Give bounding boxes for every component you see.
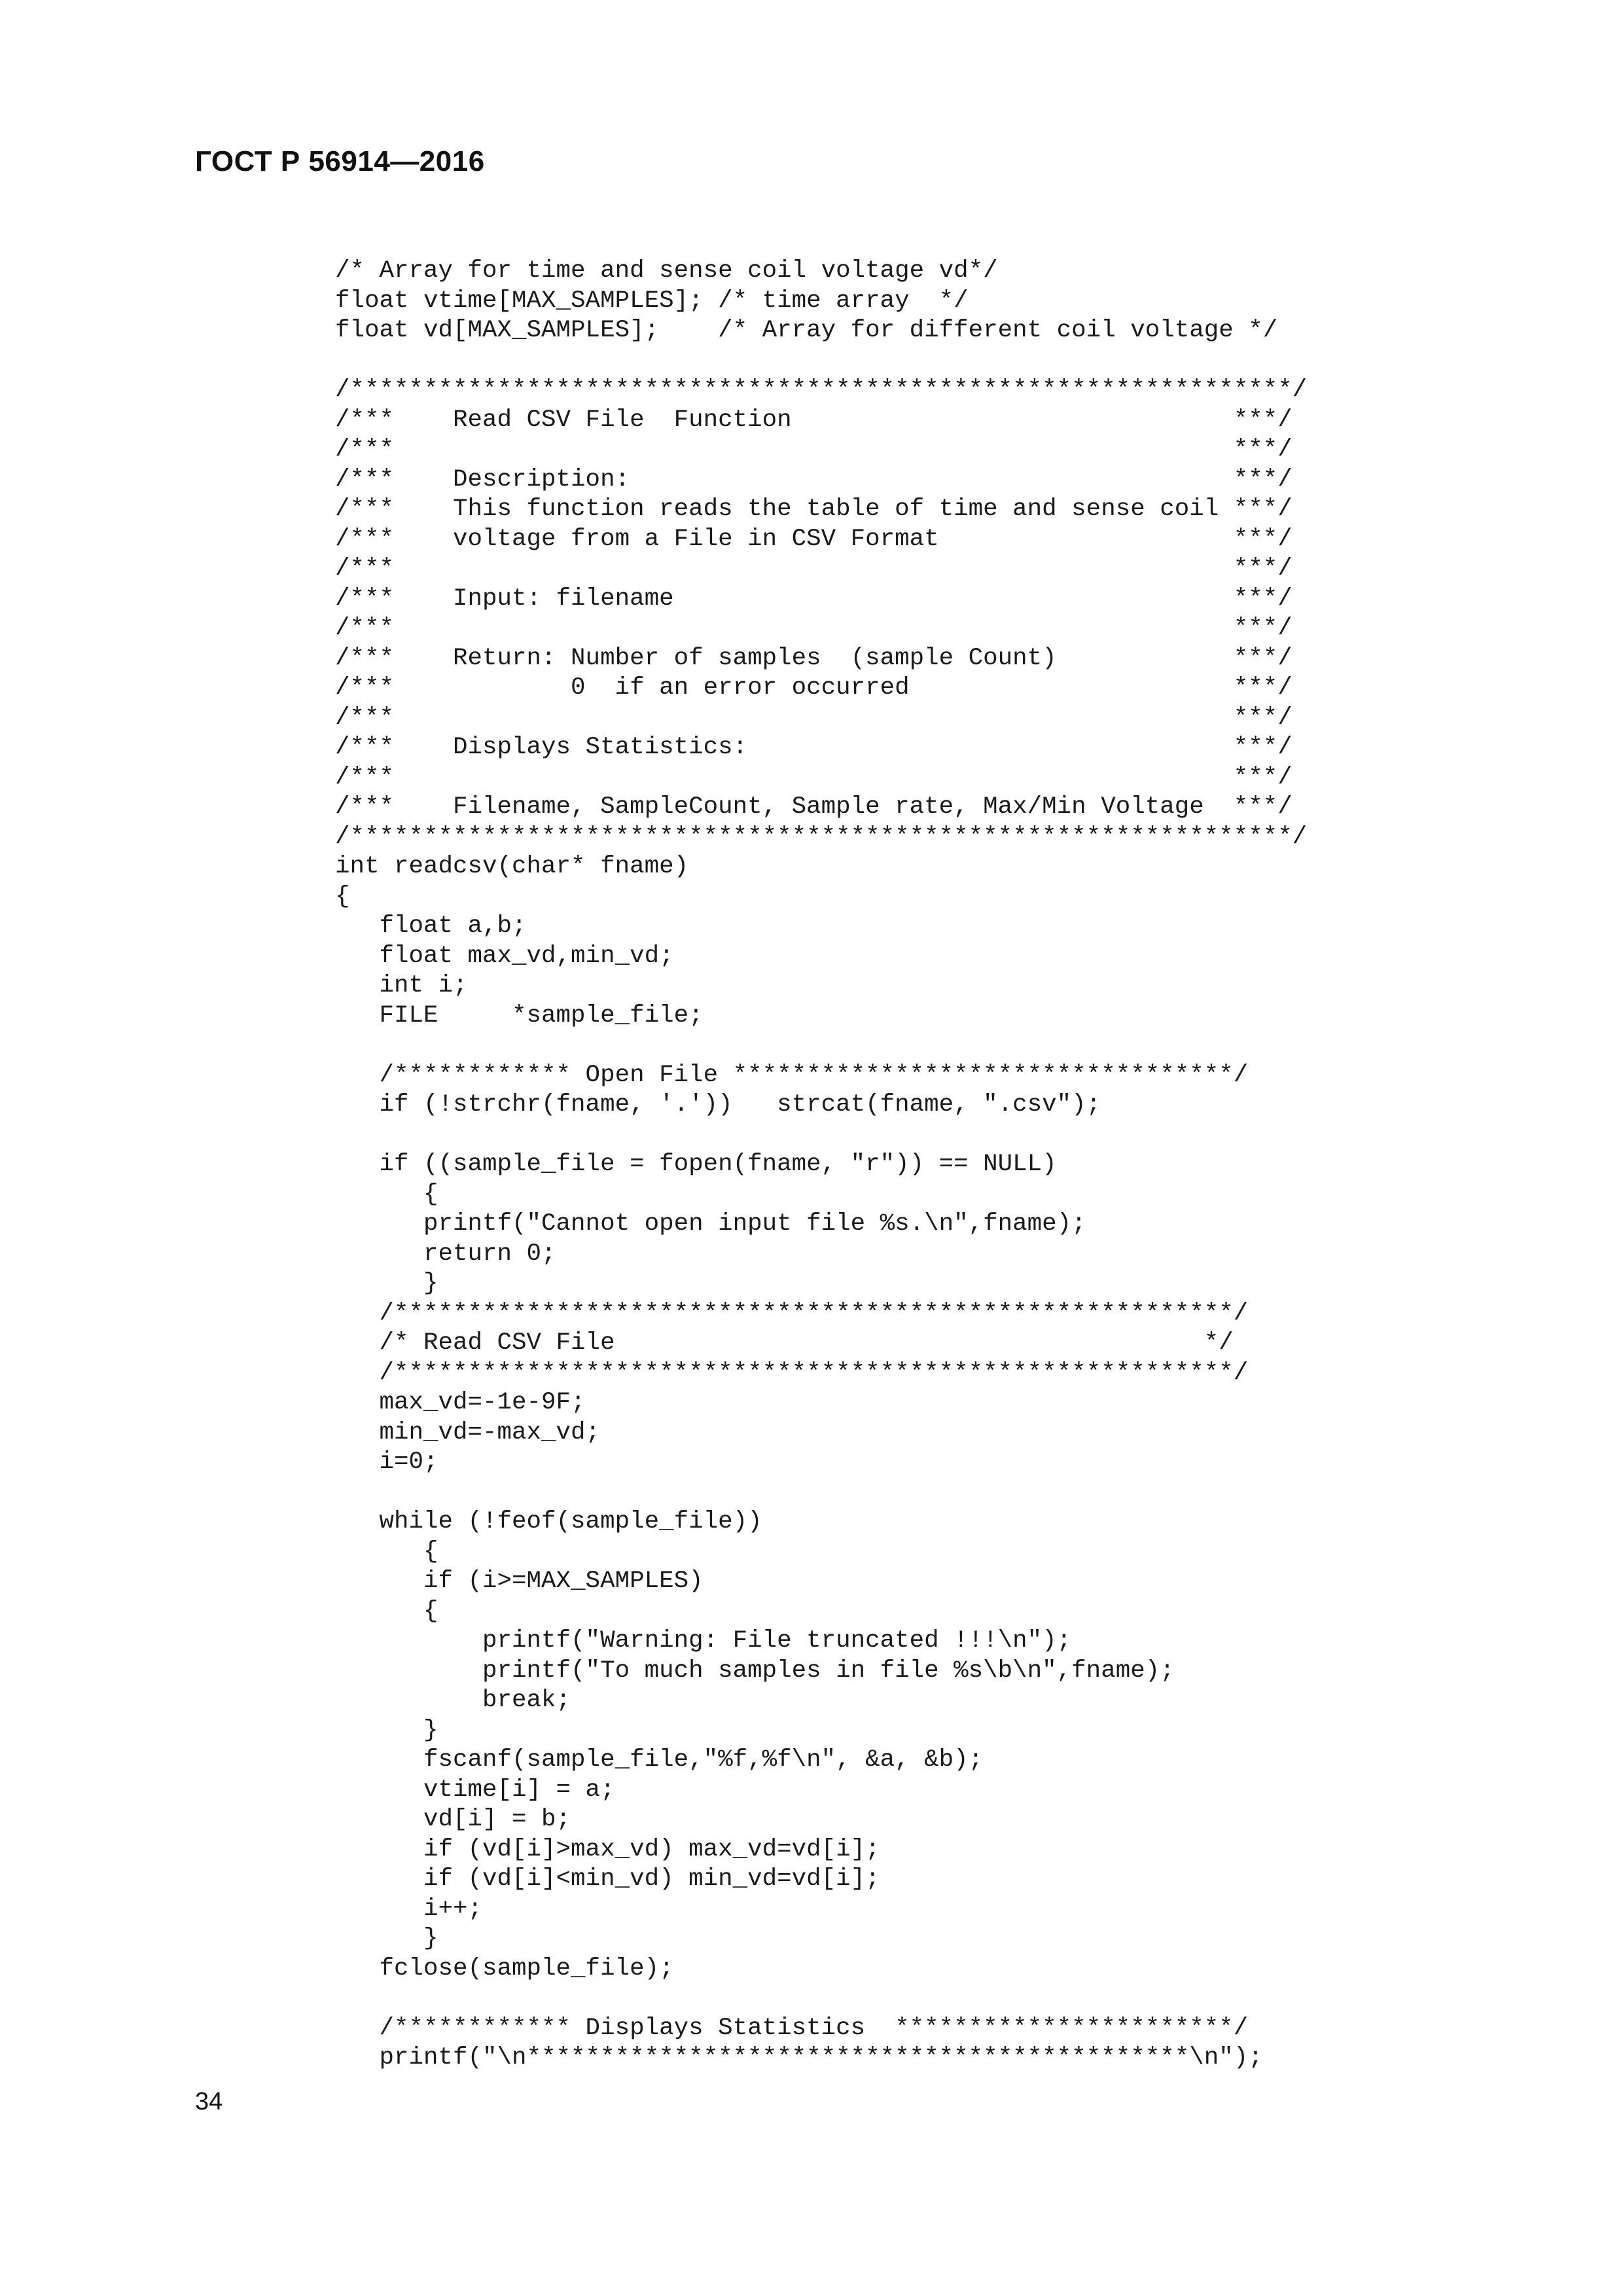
code-line: /*** ***/ <box>335 555 1293 583</box>
code-line: if (!strchr(fname, '.')) strcat(fname, ".csv"); <box>335 1091 1101 1119</box>
code-line: if (vd[i]>max_vd) max_vd=vd[i]; <box>335 1835 880 1863</box>
code-line: /* Read CSV File */ <box>335 1329 1234 1357</box>
code-line: FILE *sample_file; <box>335 1001 704 1030</box>
page-number: 34 <box>195 2088 223 2115</box>
code-line: break; <box>335 1687 571 1714</box>
code-line: if (vd[i]<min_vd) min_vd=vd[i]; <box>335 1865 880 1893</box>
code-line <box>335 1478 1307 1508</box>
code-line: printf("To much samples in file %s\b\n",fname); <box>335 1657 1175 1685</box>
code-line: /*** ***/ <box>335 704 1293 732</box>
code-line: i=0; <box>335 1448 438 1476</box>
code-line: if (i>=MAX_SAMPLES) <box>335 1568 704 1595</box>
code-line: min_vd=-max_vd; <box>335 1418 601 1446</box>
code-line: } <box>335 1270 438 1297</box>
code-line: fclose(sample_file); <box>335 1954 674 1982</box>
code-line: /****************************************************************/ <box>335 376 1308 404</box>
code-line: if ((sample_file = fopen(fname, "r")) == NULL) <box>335 1151 1057 1178</box>
code-line: { <box>335 1597 438 1625</box>
code-line: return 0; <box>335 1240 556 1268</box>
code-line: { <box>335 882 350 910</box>
code-line: } <box>335 1716 438 1744</box>
code-line: /*********************************************************/ <box>335 1359 1249 1387</box>
code-line: float vd[MAX_SAMPLES]; /* Array for different coil voltage */ <box>335 317 1278 344</box>
code-line: int readcsv(char* fname) <box>335 853 689 880</box>
code-line: /*** voltage from a File in CSV Format ***/ <box>335 525 1293 553</box>
code-line <box>335 1031 1307 1061</box>
code-line: float a,b; <box>335 912 527 940</box>
code-line: max_vd=-1e-9F; <box>335 1389 586 1416</box>
code-line: float max_vd,min_vd; <box>335 942 674 970</box>
code-line <box>335 346 1307 376</box>
code-line: i++; <box>335 1895 483 1923</box>
code-line: /*** Input: filename ***/ <box>335 584 1293 613</box>
code-line <box>335 1984 1307 2014</box>
code-line: { <box>335 1537 438 1566</box>
code-line: vd[i] = b; <box>335 1806 571 1833</box>
code-line: /* Array for time and sense coil voltage vd*/ <box>335 257 998 285</box>
code-line: /****************************************************************/ <box>335 823 1308 851</box>
code-line: printf("Cannot open input file %s.\n",fname); <box>335 1210 1086 1238</box>
code-line: } <box>335 1925 438 1952</box>
code-line: /*** Read CSV File Function ***/ <box>335 406 1293 434</box>
code-line: float vtime[MAX_SAMPLES]; /* time array */ <box>335 287 969 315</box>
code-line <box>335 1121 1307 1151</box>
code-line: printf("Warning: File truncated !!!\n"); <box>335 1627 1072 1655</box>
code-line: /************ Displays Statistics ***********************/ <box>335 2014 1249 2042</box>
code-line: /*** 0 if an error occurred ***/ <box>335 674 1293 702</box>
code-line: int i; <box>335 972 468 999</box>
page-header-standard-id: ГОСТ Р 56914—2016 <box>195 145 485 177</box>
code-line: { <box>335 1180 438 1208</box>
code-line: /************ Open File **********************************/ <box>335 1061 1249 1089</box>
code-line: /*** ***/ <box>335 615 1293 642</box>
code-line: while (!feof(sample_file)) <box>335 1508 762 1535</box>
code-line: /*** Filename, SampleCount, Sample rate, Max/Min Voltage ***/ <box>335 793 1293 821</box>
code-line: /*** ***/ <box>335 763 1293 791</box>
code-line: /*** Description: ***/ <box>335 465 1293 493</box>
code-listing <box>335 257 1307 2073</box>
code-line: /*** Return: Number of samples (sample Count) ***/ <box>335 644 1293 672</box>
code-line: fscanf(sample_file,"%f,%f\n", &a, &b); <box>335 1746 984 1774</box>
code-line: /*** This function reads the table of time and sense coil ***/ <box>335 495 1293 523</box>
code-line: vtime[i] = a; <box>335 1776 615 1804</box>
code-line: printf("\n*********************************************\n"); <box>335 2044 1263 2072</box>
code-line: /*** Displays Statistics: ***/ <box>335 734 1293 761</box>
code-line: /*** ***/ <box>335 436 1293 463</box>
code-line: /*********************************************************/ <box>335 1299 1249 1327</box>
